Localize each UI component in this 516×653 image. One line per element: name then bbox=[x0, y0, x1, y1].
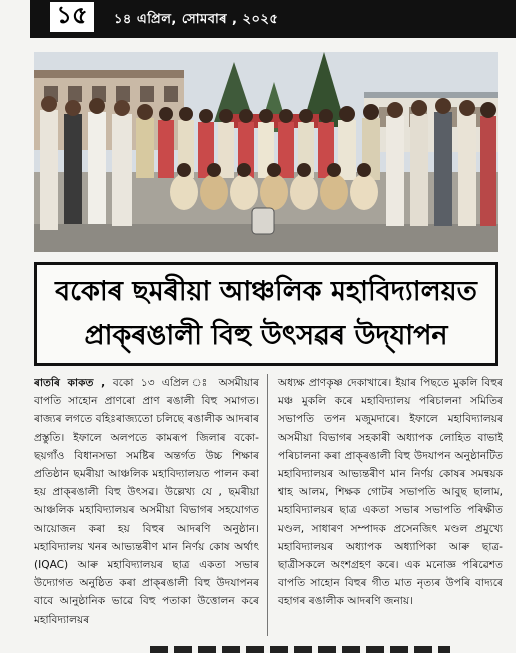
masthead-bar bbox=[30, 0, 516, 38]
next-headline-fragment bbox=[150, 640, 450, 653]
headline-line-2: প্ৰাক্‌ৰঙালী বিহু উৎসৱৰ উদ্‌যাপন bbox=[84, 320, 448, 351]
article-body bbox=[34, 374, 504, 636]
article-text-right: অধ্যক্ষ প্ৰাণকৃষ্ণ দেকাখাৰে। ইয়াৰ পিছতে মুকলি বিহুৰ মঞ্চ মুকলি কৰে মহাবিদ্যালয় পৰিচালনা সমিতিৰ সভাপতি তপন মজুমদাৰে। ইফালে মহাবিদ্যালয়ৰ অসমীয়া বিভাগৰ সহকাৰী অধ্যাপক লোহিত বাভাই পৰিচালনা কৰা প্ৰাক্‌ৰঙালী বিহু উদযাপন অনুষ্ঠানটিত মহাবিদ্যালয়ৰ আভ্যন্তৰীণ মান নিৰ্ণয় কোষৰ সমন্বয়ক শ্বাহ আলম, শিক্ষক গোটৰ সভাপতি আবুছ ছালাম, মহাবিদ্যালয়ৰ ছাত্ৰ একতা সভাৰ সভাপতি পৰিক্ষীত মণ্ডল, সাধাৰণ সম্পাদক প্ৰসেনজিৎ মণ্ডল প্ৰমুখ্যে মহাবিদ্যালয়ৰ অধ্যাপক অধ্যাপিকা আৰু ছাত্ৰ-ছাত্ৰীসকলে অংশগ্ৰহণ কৰে। এক মনোজ্ঞ পৰিৱেশত বাপতি সাহোন বিহুৰ গীত মাত নৃত্যৰ উপৰি বাদ্যৰে বহাগৰ ৰঙালীক আদৰণি জনায়। bbox=[278, 377, 503, 608]
headline-line-1: বকোৰ ছমৰীয়া আঞ্চলিক মহাবিদ্যালয়ত bbox=[55, 276, 477, 307]
article-column-left bbox=[34, 374, 268, 636]
page-number: ১৫ bbox=[48, 0, 96, 34]
headline-box bbox=[34, 262, 498, 366]
article-text-left: বকো ১৩ এপ্ৰিল ঃ অসমীয়াৰ বাপতি সাহোন প্ৰাণৰো প্ৰাণ ৰঙালী বিহু সমাগত। ৰাজ্যৰ লগতে বহিঃৰাজ্যতো চলিছে ৰঙালীক আদৰাৰ প্ৰস্তুতি। ইফালে অলপতে কামৰূপ জিলাৰ বকো-ছয়গাঁও বিধানসভা সমষ্টিৰ অন্তৰ্গত উচ্চ শিক্ষাৰ প্ৰতিষ্ঠান ছমৰীয়া আঞ্চলিক মহাবিদ্যালয়ত পালন কৰা হয় প্ৰাক্‌ৰঙালী বিহু উৎসৱ। উল্লেখ্য যে , ছমৰীয়া আঞ্চলিক মহাবিদ্যালয়ৰ অসমীয়া বিভাগৰ সহযোগত আয়োজন কৰা হয় বিহুৰ আদৰণি অনুষ্ঠান। মহাবিদ্যালয় খনৰ আভ্যন্তৰীণ মান নিৰ্ণয় কোষ অৰ্থাৎ (IQAC) আৰু মহাবিদ্যালয়ৰ ছাত্ৰ একতা সভাৰ উদ্যোগত অনুষ্ঠিত কৰা প্ৰাক্‌ৰঙালী বিহু উদযাপনৰ বাবে আনুষ্ঠানিক ভাৱে বিহু পতাকা উত্তোলন কৰে মহাবিদ্যালয়ৰ bbox=[34, 377, 259, 626]
issue-date: ১৪ এপ্ৰিল, সোমবাৰ , ২০২৫ bbox=[114, 12, 279, 27]
article-dateline: ৰাতৰি কাকত , bbox=[34, 377, 113, 389]
news-photo bbox=[34, 52, 498, 252]
group-photo-image bbox=[34, 52, 498, 252]
article-column-right bbox=[268, 374, 503, 636]
